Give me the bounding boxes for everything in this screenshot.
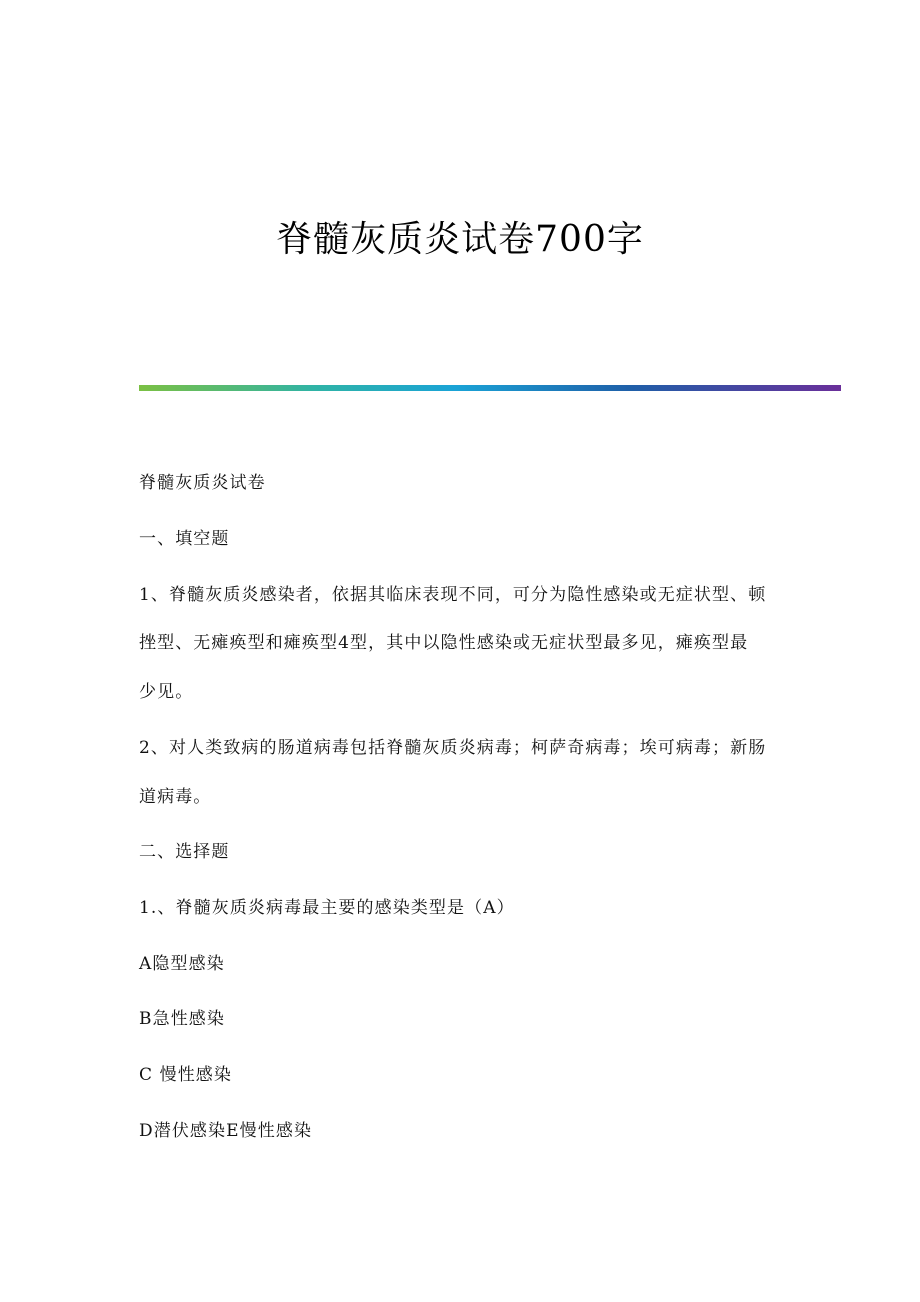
mc-option-c: C 慢性感染: [139, 1065, 233, 1085]
mc-option-b: B急性感染: [139, 1009, 225, 1029]
question-2-line-1: 2、对人类致病的肠道病毒包括脊髓灰质炎病毒；柯萨奇病毒；埃可病毒；新肠: [139, 738, 767, 758]
document-title: 脊髓灰质炎试卷700字: [276, 219, 644, 260]
question-1-line-2: 挫型、无瘫痪型和瘫痪型4型，其中以隐性感染或无症状型最多见，瘫痪型最: [139, 633, 749, 653]
question-1-line-1: 1、脊髓灰质炎感染者，依据其临床表现不同，可分为隐性感染或无症状型、顿: [139, 585, 767, 605]
mc-option-a: A隐型感染: [139, 954, 225, 974]
section-heading-multiple-choice: 二、选择题: [139, 842, 230, 862]
section-heading-fill-in: 一、填空题: [139, 529, 230, 549]
question-1-line-3: 少见。: [139, 682, 194, 702]
document-subtitle: 脊髓灰质炎试卷: [139, 473, 266, 493]
mc-option-d-e: D潜伏感染E慢性感染: [139, 1121, 313, 1141]
mc-question-1: 1.、脊髓灰质炎病毒最主要的感染类型是（A）: [139, 898, 515, 918]
decorative-divider: [139, 385, 841, 391]
question-2-line-2: 道病毒。: [139, 787, 212, 807]
